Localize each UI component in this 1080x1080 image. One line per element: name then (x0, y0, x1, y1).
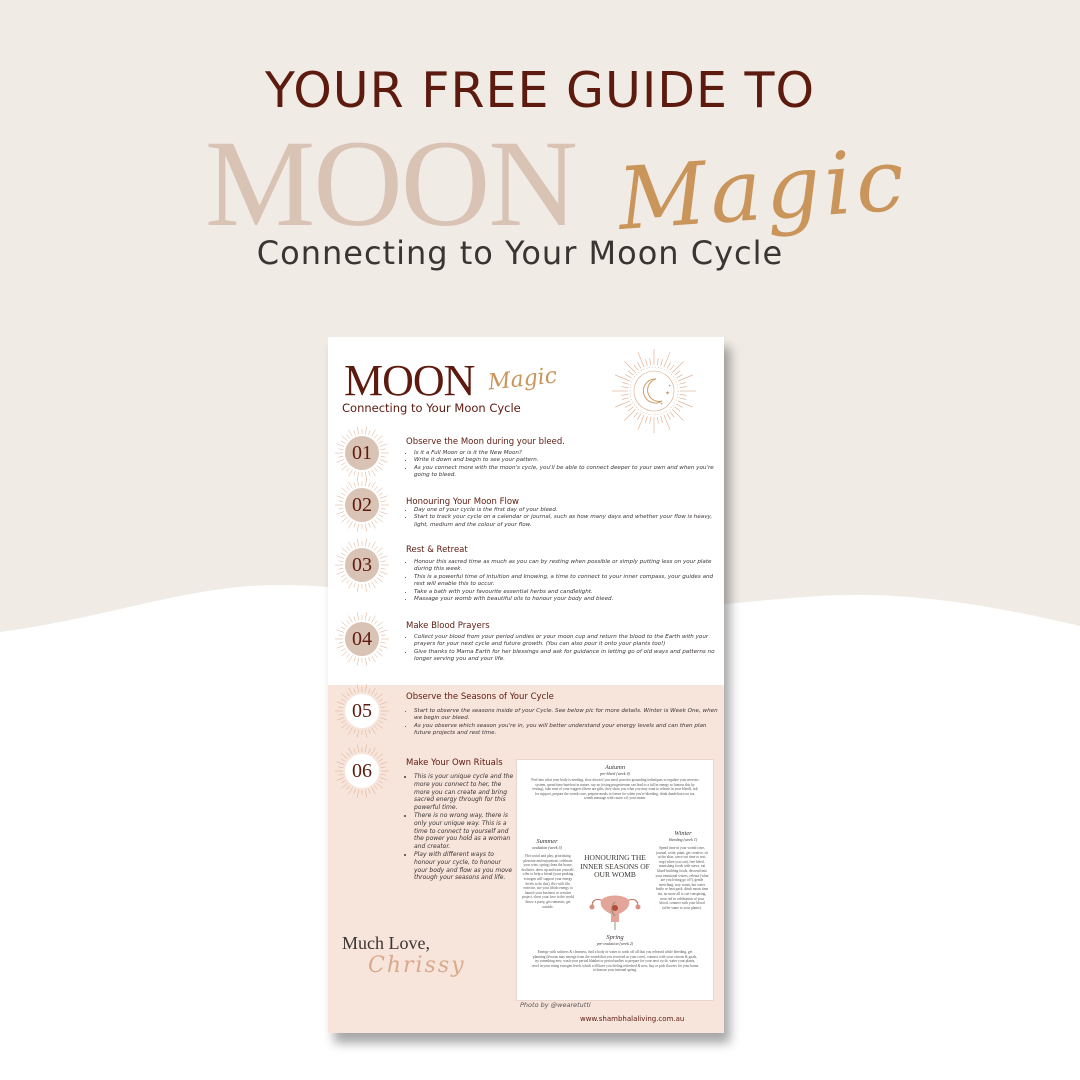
uterus-illustration (587, 886, 643, 930)
list-item: • This is your unique cycle and the more you connect to her, the more you can create and bring sacred energy through for this powerful time. (414, 773, 514, 812)
list-item: • Give thanks to Mama Earth for her blessings and ask for guidance in letting go of old ways and patterns no longer serving you and your life. (414, 649, 720, 664)
summer-heading: Summer ovulation (week 3) (532, 838, 562, 850)
list-item: • Play with different ways to honour your cycle, to honour your body and flow as you move through your seasons and life. (414, 851, 514, 882)
website-link[interactable]: www.shambhalaliving.com.au (580, 1015, 685, 1023)
step-02-marker (334, 477, 386, 529)
autumn-text: Feel into what your body is needing, slow down if you need, practice grounding techniques to regulate your nervous system, spend time barefoot in nature, say no (rising progesterone can lead to a fall in energy so honour this by resting), take note of your triggers (these are gifts, they show you what you may want to release in your bleed), ask for support, prepare the womb cave, prepare meals to freeze for when you're bleeding, drink dandelion root tea, womb massage with castor oil, yoni steam. (531, 778, 699, 801)
step-06-number: 06 (345, 754, 379, 788)
winter-heading: Winter bleeding (week 1) (668, 830, 698, 842)
step-03-number: 03 (345, 548, 379, 582)
document-moon-wordmark: MOON (344, 356, 475, 405)
summer-text: Hot social and play, prioritising pleasure and enjoyment, celebrate your wins, spring clean the house, declutter, dress up and treat yourself, offer to help a friend (your peaking estrogen will support your energy levels to do this), flirt with life, exercise, use your libido energy to launch your business or creative project, show your love to the world throw a party, get romantic, get outside. (521, 854, 575, 909)
list-item: • There is no wrong way, there is only your unique way. This is a time to connect to yourself and the power you hold as a woman and creator. (414, 812, 514, 851)
list-item: • Day one of your cycle is the first day of your bleed. (414, 507, 720, 514)
step-02-title: Honouring Your Moon Flow (406, 497, 519, 507)
step-04-marker (334, 611, 386, 663)
list-item: • Write it down and begin to see your pattern. (414, 457, 720, 464)
inner-seasons-image (516, 759, 714, 1001)
photo-credit: Photo by @wearetutti (520, 1001, 591, 1009)
step-04-number: 04 (345, 622, 379, 656)
list-item: • Massage your womb with beautiful oils to honour your body and bleed. (414, 596, 720, 603)
hero-headline: YOUR FREE GUIDE TO (264, 62, 816, 119)
list-item: • As you connect more with the moon's cycle, you'll be able to connect deeper to your own and when you're going to bleed. (414, 465, 720, 480)
step-04-title: Make Blood Prayers (406, 621, 490, 631)
signoff-signature: Chrissy (368, 953, 466, 978)
step-03-list (406, 559, 720, 603)
list-item: • This is a powerful time of intuition and knowing, a time to connect to your inner compass, your guides and rest will enable this to occur. (414, 574, 720, 589)
seasons-center-title: HONOURING THE INNER SEASONS OF OUR WOMB (580, 853, 650, 879)
list-item: • Is it a Full Moon or is it the New Moon? (414, 450, 720, 457)
step-04-list (406, 634, 720, 664)
step-01-title: Observe the Moon during your bleed. (406, 437, 565, 447)
step-02-list (406, 507, 720, 529)
hero-moon-wordmark: MOON (205, 115, 576, 252)
hero-magic-script: Magic (614, 130, 912, 250)
list-item: • Start to track your cycle on a calendar or journal, such as how many days and whether your flow is heavy, light, medium and the colour of your flow. (414, 514, 720, 529)
step-05-list (406, 708, 720, 738)
svg-text:✦: ✦ (665, 391, 671, 397)
step-05-number: 05 (345, 694, 379, 728)
step-06-list (406, 773, 514, 882)
spring-heading: Spring pre-ovulation (week 2) (596, 934, 634, 946)
hero-subtitle: Connecting to Your Moon Cycle (256, 234, 784, 272)
document-subtitle: Connecting to Your Moon Cycle (342, 401, 521, 415)
list-item: • Collect your blood from your period undies or your moon cup and return the blood to the Earth with your prayers for your next cycle and future growth. (You can also pour it onto your plants too!) (414, 634, 720, 649)
autumn-heading: Autumn pre-bleed (week 4) (600, 764, 630, 776)
signoff-text: Much Love, (342, 933, 430, 953)
document-magic-script: Magic (486, 363, 559, 396)
spring-text: Emerge with softness & clearness, find a body of water to wash off all that you released while bleeding, get planning (lessons may emerge from the womb that you received as your cave), connect with your visions & goals, try something new, wash your period blanket or period undies to prepare for your next cycle, water your plants, revel in your rising estrogen levels which will have you feeling refreshed & new, buy or pick flowers for your home to honour your internal spring. (531, 950, 699, 973)
step-01-list (406, 450, 720, 480)
winter-text: Spend time in your womb cave, journal, write, paint, get creative, sit at the altar, carve out time to rest, nap (when you can), free bleed, nourishing foods with stews, eat blood-building foods, descend into your emotional waters, release (what are you letting go of?), gentle stretching, stay warm, hot water bottle or heat pack, drink moon time tea, no more all is cue conspiring, wear red in celebration of your blood, connect with your blood (offer some to your plants). (655, 846, 709, 910)
guide-document (328, 337, 724, 1033)
step-01-number: 01 (345, 436, 379, 470)
list-item: • Honour this sacred time as much as you can by resting when possible or simply putting less on your plate during this week. (414, 559, 720, 574)
list-item: • Take a bath with your favourite essential herbs and candlelight. (414, 589, 720, 596)
list-item: • As you observe which season you're in, you will better understand your energy levels and can then plan future projects and rest time. (414, 723, 720, 738)
step-06-marker (334, 743, 386, 795)
step-02-number: 02 (345, 488, 379, 522)
list-item: • Start to observe the seasons inside of your Cycle. See below pic for more details. Winter is Week One, when we begin our bleed. (414, 708, 720, 723)
step-05-title: Observe the Seasons of Your Cycle (406, 692, 554, 702)
step-03-title: Rest & Retreat (406, 545, 468, 555)
step-06-title: Make Your Own Rituals (406, 758, 503, 768)
step-03-marker (334, 537, 386, 589)
svg-text:✦: ✦ (660, 401, 664, 406)
step-01-marker (334, 425, 386, 477)
moon-sun-icon (610, 347, 698, 435)
step-05-marker (334, 683, 386, 735)
svg-text:✦: ✦ (668, 383, 672, 388)
